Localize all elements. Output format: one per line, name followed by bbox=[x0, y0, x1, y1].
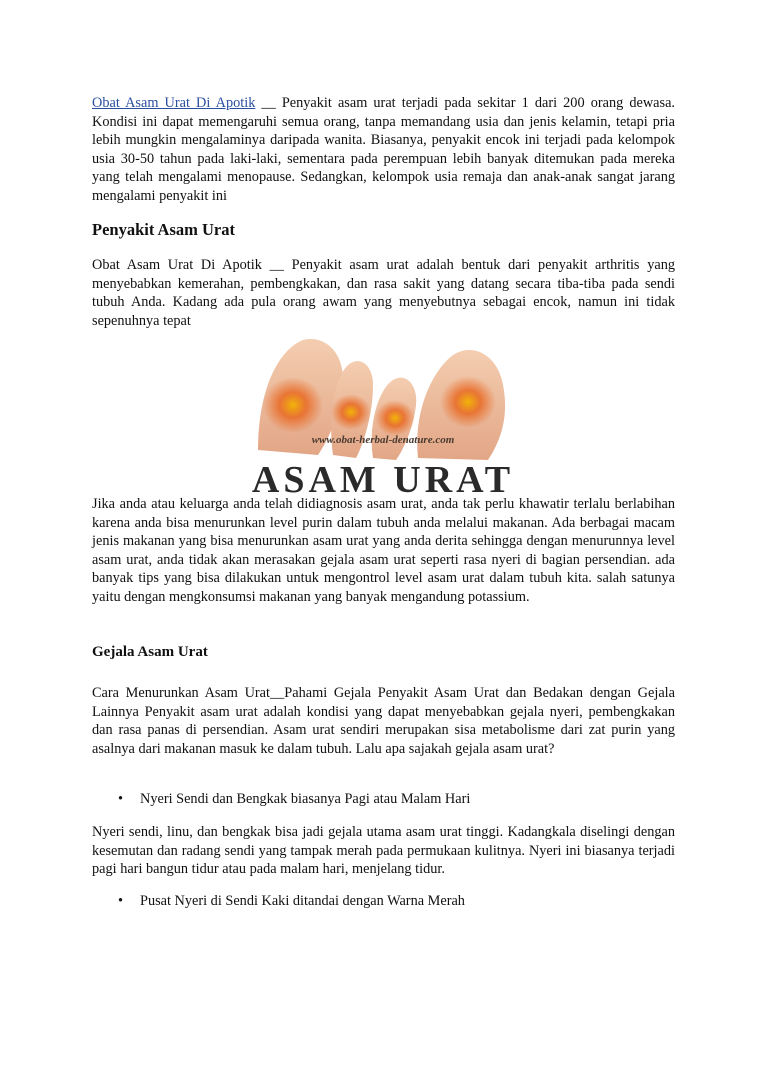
foot-joints-image bbox=[248, 330, 518, 500]
definition-paragraph: Obat Asam Urat Di Apotik __ Penyakit asam urat adalah bentuk dari penyakit arthritis yang menyebabkan kemerahan, pembengkakan, dan rasa sakit yang datang secara tiba-tiba pada sendi tubuh Anda. Kadang ada pula orang awam yang menyebutnya sebagai encok, namun ini tidak sepenuhnya tepat bbox=[92, 257, 675, 329]
bullet-dot-icon: • bbox=[118, 791, 124, 807]
watermark-text: www.obat-herbal-denature.com bbox=[311, 434, 455, 446]
inflamed-joint-left bbox=[263, 377, 323, 433]
heading-gejala-asam-urat: Gejala Asam Urat bbox=[92, 644, 208, 660]
diet-paragraph-block bbox=[92, 495, 675, 606]
bullet-dot-icon: • bbox=[118, 893, 124, 909]
heading-penyakit-asam-urat: Penyakit Asam Urat bbox=[92, 220, 235, 239]
inflamed-joint-middle bbox=[375, 400, 415, 436]
bullet-item-1 bbox=[118, 790, 470, 808]
heading-gejala-block bbox=[92, 643, 675, 662]
intro-text: __ Penyakit asam urat terjadi pada sekitar 1 dari 200 orang dewasa. Kondisi ini dapat memengaruhi semua orang, tanpa memandang usia dan jenis kelamin, tetapi pria lebih mungkin mengalaminya daripada wanita. Biasanya, penyakit encok ini terjadi pada kelompok usia 30-50 tahun pada laki-laki, sementara pada perempuan lebih banyak ditemukan pada mereka yang telah mengalami menopause. Sedangkan, kelompok usia remaja dan anak-anak sangat jarang mengalami penyakit ini bbox=[92, 95, 675, 204]
bullet-1-text: Nyeri Sendi dan Bengkak biasanya Pagi atau Malam Hari bbox=[140, 791, 471, 807]
intro-paragraph bbox=[92, 94, 675, 205]
bullet-2-text: Pusat Nyeri di Sendi Kaki ditandai dengan Warna Merah bbox=[140, 893, 465, 909]
pain-paragraph: Nyeri sendi, linu, dan bengkak bisa jadi gejala utama asam urat tinggi. Kadangkala diselingi dengan kesemutan dan radang sendi yang tampak merah pada permukaan kulitnya. Nyeri ini biasanya terjadi pagi hari bangun tidur atau pada malam hari, menjelang tidur. bbox=[92, 824, 675, 877]
intro-paragraph-block bbox=[92, 94, 675, 205]
pain-paragraph-block bbox=[92, 823, 675, 879]
asam-urat-illustration bbox=[248, 330, 518, 500]
inflamed-joint-middle-left bbox=[331, 394, 371, 430]
apotik-link[interactable]: Obat Asam Urat Di Apotik bbox=[92, 95, 256, 111]
symptoms-paragraph: Cara Menurunkan Asam Urat__Pahami Gejala Penyakit Asam Urat dan Bedakan dengan Gejala Lainnya Penyakit asam urat adalah kondisi yang dapat menyebabkan gejala nyeri, pembengkakan dan rasa panas di persendian. Asam urat sendiri merupakan sisa metabolisme dari zat purin yang asalnya dari makanan masuk ke dalam tubuh. Lalu apa sajakah gejala asam urat? bbox=[92, 685, 675, 757]
diet-paragraph: Jika anda atau keluarga anda telah didiagnosis asam urat, anda tak perlu khawatir terlalu berlabihan karena anda bisa menurunkan level purin dalam tubuh anda melalui makanan. Ada berbagai macam jenis makanan yang bisa menurunkan asam urat yang anda derita sehingga dengan menurunnya level asam urat, anda tidak akan merasakan gejala asam urat seperti rasa nyeri di bagian persendian. ada banyak tips yang bisa dilakukan untuk mengontrol level asam urat dalam tubuh kita. salah satunya yaitu dengan mengkonsumsi makanan yang banyak mengandung potassium. bbox=[92, 496, 675, 605]
bullet-item-2 bbox=[118, 892, 465, 910]
symptoms-paragraph-block bbox=[92, 684, 675, 758]
heading-penyakit-block bbox=[92, 220, 675, 240]
definition-paragraph-block bbox=[92, 256, 675, 330]
inflamed-joint-right bbox=[440, 376, 496, 428]
figure-caption: ASAM URAT bbox=[251, 459, 515, 500]
